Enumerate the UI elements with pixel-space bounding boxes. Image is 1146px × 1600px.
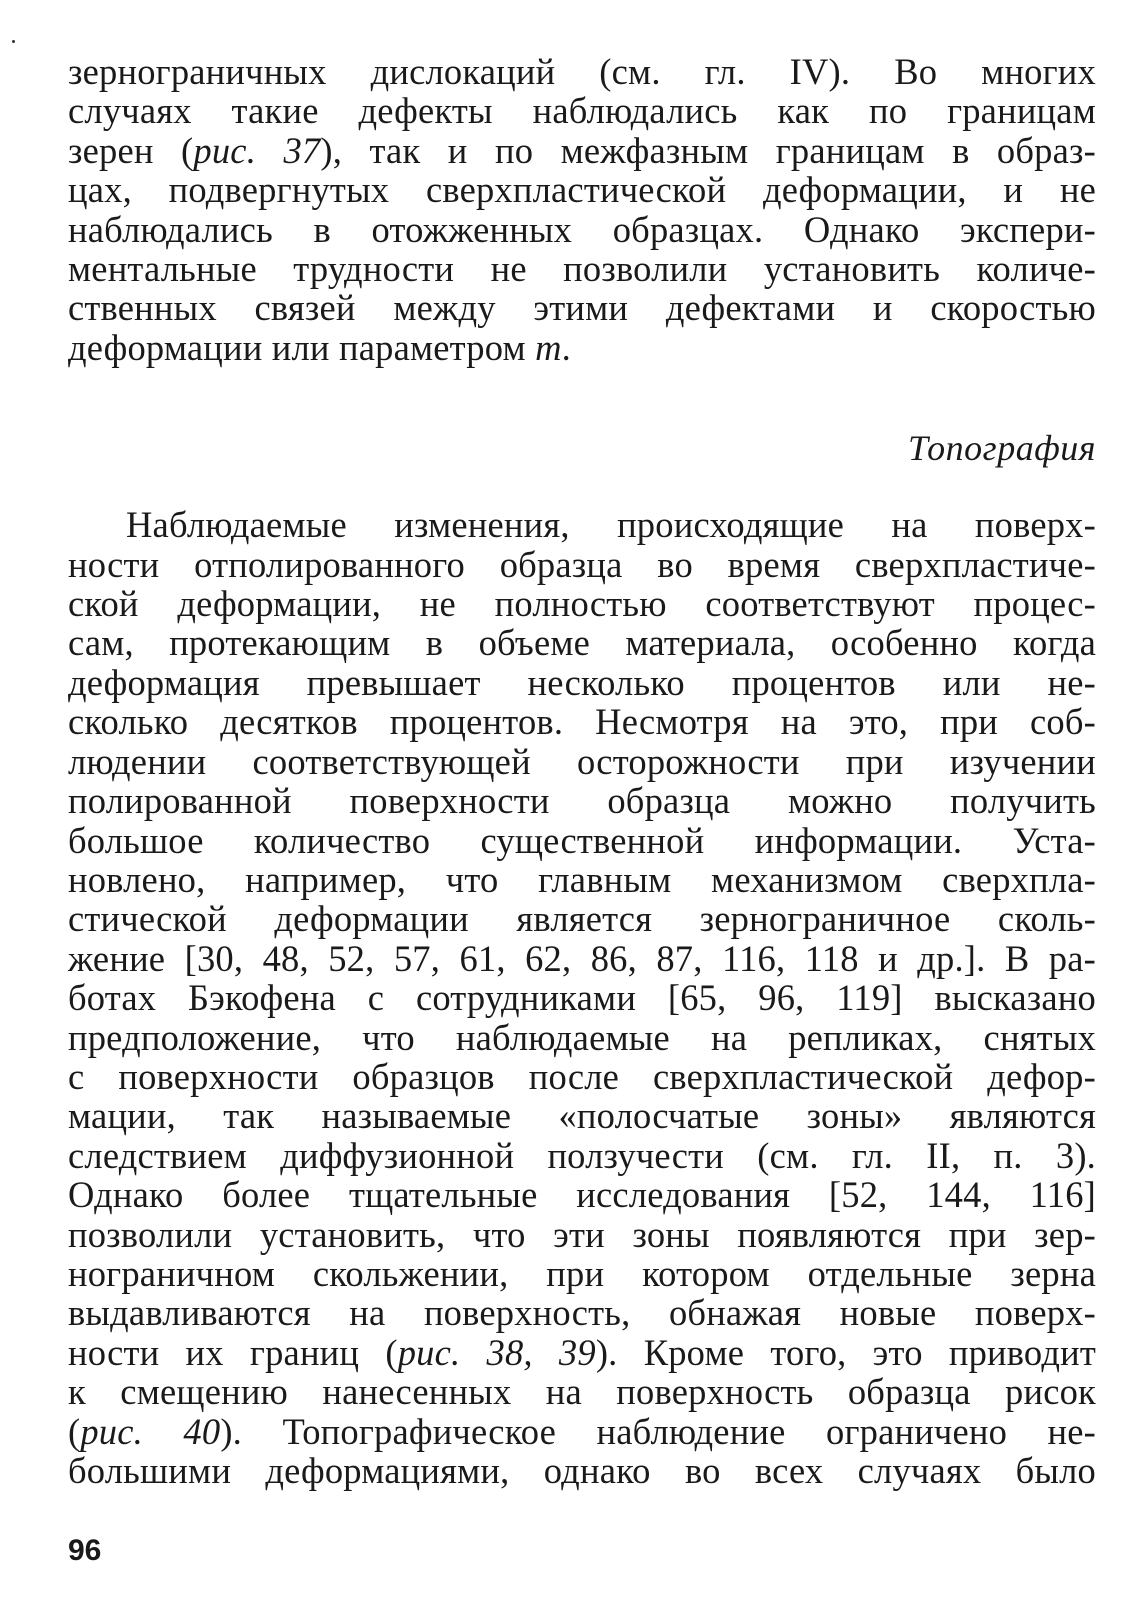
paragraph1-line-5: наблюдались в отожженных образцах. Однако экспери- (68, 208, 1096, 250)
paragraph2-line-10: новлено, например, что главным механизмом сверхпла- (68, 858, 1096, 900)
paragraph2-line-24: (рис. 40). Топографическое наблюдение ограничено не- (68, 1410, 1096, 1452)
paragraph1-line-8: деформации или параметром m. (68, 326, 571, 368)
paragraph2-line-22: ности их границ (рис. 38, 39). Кроме того, это приводит (68, 1331, 1096, 1373)
paragraph2-line-14: предположение, что наблюдаемые на репликах, снятых (68, 1016, 1096, 1058)
paragraph2-line-4: сам, протекающим в объеме материала, особенно когда (68, 622, 1096, 664)
paragraph2-line-3: ской деформации, не полностью соответствуют процес- (68, 583, 1096, 625)
paragraph-dislocations (68, 52, 1096, 367)
page-body (68, 52, 1096, 1490)
page-number: 96 (68, 1534, 102, 1567)
paragraph1-line-1: зернограничных дислокаций (см. гл. IV). Во многих (68, 51, 1096, 92)
paragraph2-line-2: ности отполированного образца во время сверхпластиче- (68, 543, 1096, 585)
paragraph2-line-15: с поверхности образцов после сверхпластической дефор- (68, 1055, 1096, 1097)
paragraph2-line-18: Однако более тщательные исследования [52, 144, 116] (68, 1174, 1096, 1216)
paragraph1-line-6: ментальные трудности не позволили установить количе- (68, 248, 1096, 290)
paragraph2-line-6: сколько десятков процентов. Несмотря на это, при соб- (68, 701, 1096, 743)
paragraph2-line-21: выдавливаются на поверхность, обнажая новые поверх- (68, 1292, 1096, 1334)
paragraph1-line-4: цах, подвергнутых сверхпластической деформации, и не (68, 169, 1096, 211)
paragraph2-line-16: мации, так называемые «полосчатые зоны» являются (68, 1095, 1096, 1137)
paragraph2-line-25: большими деформациями, однако во всех случаях было (68, 1450, 1096, 1491)
paragraph1-line-7: ственных связей между этими дефектами и скоростью (68, 287, 1096, 329)
paragraph2-line-5: деформация превышает несколько процентов или не- (68, 661, 1096, 703)
paragraph2-line-17: следствием диффузионной ползучести (см. гл. II, п. 3). (68, 1134, 1096, 1176)
paragraph2-line-13: ботах Бэкофена с сотрудниками [65, 96, 119] высказано (68, 977, 1096, 1019)
paragraph2-line-1: Наблюдаемые изменения, происходящие на поверх- (126, 504, 1096, 546)
paragraph2-line-8: полированной поверхности образца можно получить (68, 780, 1096, 822)
paragraph1-line-3: зерен (рис. 37), так и по межфазным границам в образ- (68, 129, 1096, 171)
paragraph1-line-2: случаях такие дефекты наблюдались как по границам (68, 90, 1096, 132)
paragraph-topography (68, 505, 1096, 1490)
scan-speck (12, 40, 15, 43)
paragraph2-line-12: жение [30, 48, 52, 57, 61, 62, 86, 87, 116, 118 и др.]. В ра- (68, 937, 1096, 979)
paragraph2-line-23: к смещению нанесенных на поверхность образца рисок (68, 1371, 1096, 1413)
section-heading: Топография (907, 428, 1096, 469)
paragraph2-line-19: позволили установить, что эти зоны появляются при зер- (68, 1213, 1096, 1255)
paragraph2-line-11: стической деформации является зернограничное сколь- (68, 898, 1096, 940)
paragraph2-line-7: людении соответствующей осторожности при изучении (68, 740, 1096, 782)
paragraph2-line-20: нограничном скольжении, при котором отдельные зерна (68, 1252, 1096, 1294)
paragraph2-line-9: большое количество существенной информации. Уста- (68, 819, 1096, 861)
